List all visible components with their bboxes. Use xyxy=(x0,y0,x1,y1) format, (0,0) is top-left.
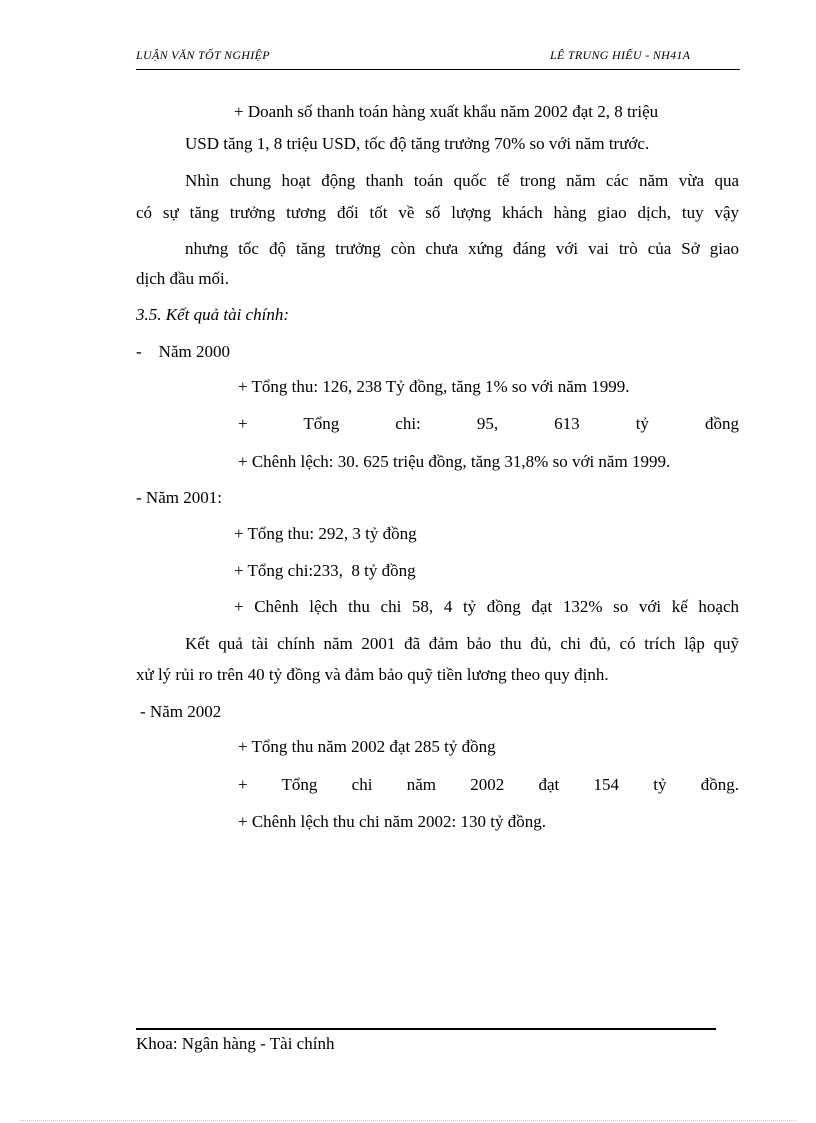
year-2000-difference: + Chênh lệch: 30. 625 triệu đồng, tăng 31,8% so với năm 1999. xyxy=(238,452,671,471)
header-thesis-title: LUẬN VĂN TỐT NGHIỆP xyxy=(136,48,270,62)
paragraph-2001-results-line2: xử lý rủi ro trên 40 tỷ đồng và đảm bảo quỹ tiền lương theo quy định. xyxy=(136,665,609,684)
year-2002-total-expense: + Tổng chi năm 2002 đạt 154 tỷ đồng. xyxy=(238,775,739,794)
year-2000-label: - Năm 2000 xyxy=(136,342,230,361)
paragraph-growth-line1: nhưng tốc độ tăng trưởng còn chưa xứng đáng với vai trò của Sở giao xyxy=(185,239,739,258)
year-2002-total-revenue: + Tổng thu năm 2002 đạt 285 tỷ đồng xyxy=(238,737,496,756)
year-2000-total-expense: + Tổng chi: 95, 613 tỷ đồng xyxy=(238,414,739,433)
year-2001-difference: + Chênh lệch thu chi 58, 4 tỷ đồng đạt 132% so với kế hoạch xyxy=(234,597,739,616)
header-rule xyxy=(136,69,740,70)
paragraph-overview-line1: Nhìn chung hoạt động thanh toán quốc tế trong năm các năm vừa qua xyxy=(185,171,739,190)
header-author: LÊ TRUNG HIẾU - NH41A xyxy=(550,48,691,62)
paragraph-2001-results-line1: Kết quả tài chính năm 2001 đã đảm bảo thu đủ, chi đủ, có trích lập quỹ xyxy=(185,634,739,653)
year-2002-difference: + Chênh lệch thu chi năm 2002: 130 tỷ đồng. xyxy=(238,812,546,831)
paragraph-export-revenue-line2: USD tăng 1, 8 triệu USD, tốc độ tăng trưởng 70% so với năm trước. xyxy=(185,134,650,153)
year-2001-total-revenue: + Tổng thu: 292, 3 tỷ đồng xyxy=(234,524,417,543)
year-2000-total-revenue: + Tổng thu: 126, 238 Tỷ đồng, tăng 1% so với năm 1999. xyxy=(238,377,630,396)
year-2001-total-expense: + Tổng chi:233, 8 tỷ đồng xyxy=(234,561,416,580)
paragraph-overview-line2: có sự tăng trưởng tương đối tốt về số lượng khách hàng giao dịch, tuy vậy xyxy=(136,203,739,222)
year-2001-label: - Năm 2001: xyxy=(136,488,222,507)
section-heading-financial-results: 3.5. Kết quả tài chính: xyxy=(136,305,289,324)
paragraph-export-revenue-line1: + Doanh số thanh toán hàng xuất khẩu năm 2002 đạt 2, 8 triệu xyxy=(234,102,659,121)
footer-rule xyxy=(136,1028,716,1030)
page-bottom-border xyxy=(20,1120,796,1121)
year-2002-label: - Năm 2002 xyxy=(140,702,222,721)
paragraph-growth-line2: dịch đầu mối. xyxy=(136,269,230,288)
footer-faculty: Khoa: Ngân hàng - Tài chính xyxy=(136,1034,335,1053)
